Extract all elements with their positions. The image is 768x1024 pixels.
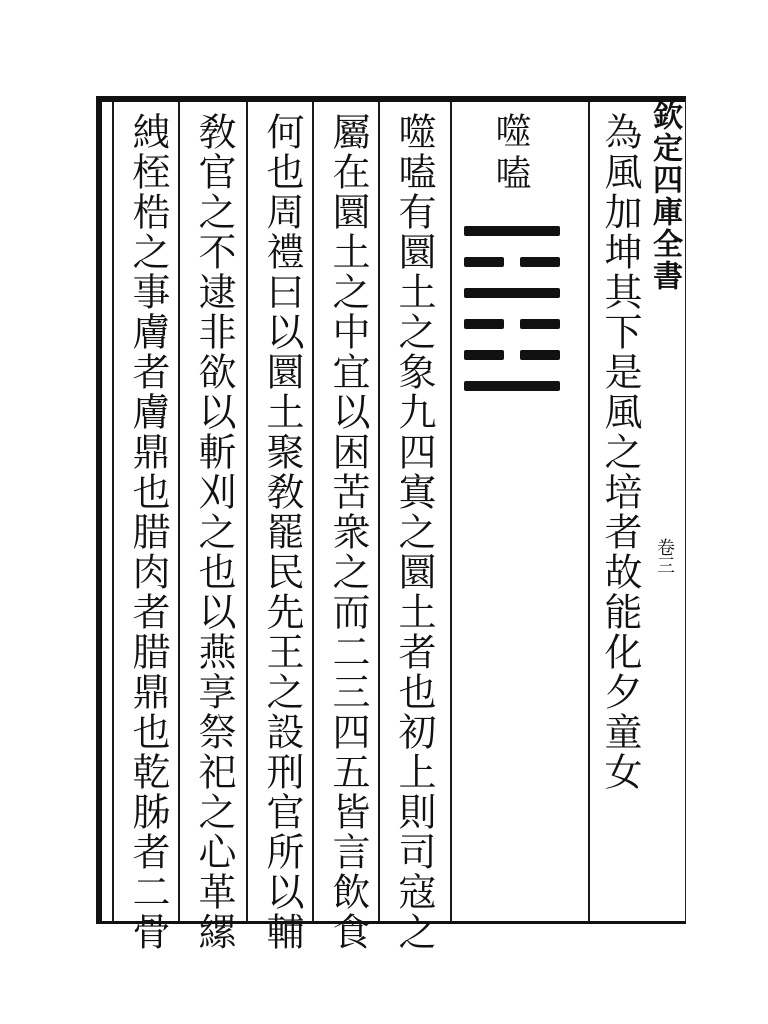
hexagram-line-segment — [464, 350, 504, 360]
hexagram-symbol — [464, 226, 560, 392]
hexagram-line-segment — [520, 319, 560, 329]
text-column: 敎官之不逮非欲以斬刈之也以燕享祭祀之心革縲 — [192, 112, 236, 952]
column-rule — [246, 102, 248, 922]
hexagram-title: 噬嗑 — [490, 112, 531, 196]
hexagram-line-segment — [464, 288, 560, 298]
hexagram-line-segment — [464, 319, 504, 329]
volume-label: 卷三 — [654, 538, 675, 574]
column-rule — [112, 102, 114, 922]
text-column: 何也周禮曰以圜土聚敎罷民先王之設刑官所以輔 — [260, 112, 304, 952]
hexagram-line-segment — [520, 350, 560, 360]
hexagram-solid-line — [464, 381, 560, 391]
text-column: 屬在圜土之中宜以困苦衆之而二三四五皆言飲食 — [326, 112, 370, 952]
text-column: 絏桎梏之事膚者膚鼎也腊肉者腊鼎也乾胏者二骨 — [126, 112, 170, 952]
book-title: 欽定四庫全書 — [647, 100, 682, 292]
hexagram-line-segment — [464, 257, 504, 267]
column-rule — [378, 102, 380, 922]
column-rule — [588, 102, 590, 922]
text-column: 噬嗑有圜土之象九四寘之圜土者也初上則司寇之 — [392, 112, 436, 952]
column-rule — [312, 102, 314, 922]
hexagram-solid-line — [464, 288, 560, 298]
hexagram-line-segment — [464, 381, 560, 391]
hexagram-broken-line — [464, 319, 560, 329]
hexagram-broken-line — [464, 257, 560, 267]
hexagram-solid-line — [464, 226, 560, 236]
text-column: 為風加坤其下是風之培者故能化夕童女 — [598, 112, 642, 792]
margin-strip — [646, 100, 682, 920]
column-rule — [178, 102, 180, 922]
hexagram-line-segment — [520, 257, 560, 267]
hexagram-line-segment — [464, 226, 560, 236]
column-rule — [450, 102, 452, 922]
hexagram-broken-line — [464, 350, 560, 360]
